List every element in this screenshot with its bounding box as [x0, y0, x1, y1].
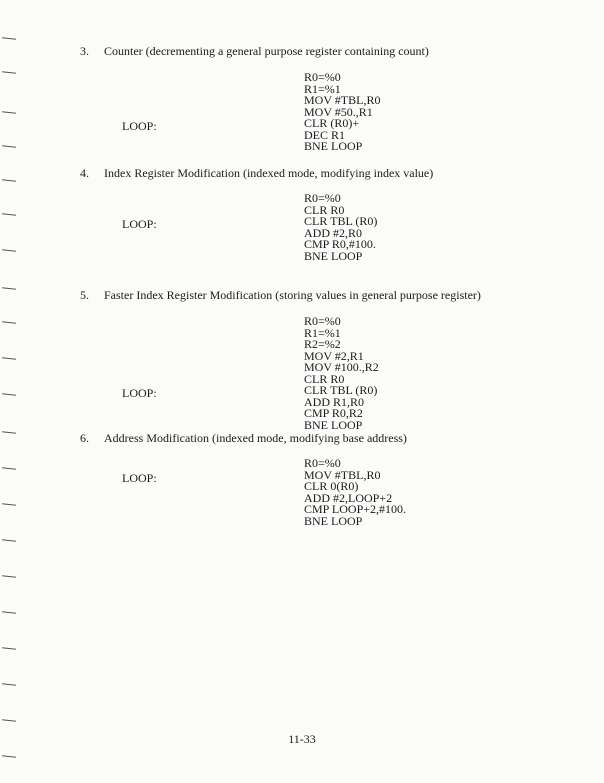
loop-label: LOOP: — [122, 119, 157, 133]
code-block — [304, 72, 380, 153]
code-line: MOV #TBL,R0 — [304, 93, 381, 107]
margin-mark — [2, 611, 16, 613]
margin-mark — [2, 357, 16, 359]
margin-mark — [2, 321, 16, 323]
code-line: CLR (R0)+ — [304, 116, 360, 130]
code-line: ADD R1,R0 — [304, 394, 365, 409]
margin-mark — [2, 71, 16, 73]
code-line: R0=%0 — [304, 456, 341, 470]
section-heading: Faster Index Register Modification (storing values in general purpose register) — [104, 288, 481, 302]
section-heading: Address Modification (indexed mode, modifying base address) — [104, 431, 407, 445]
section-number: 3. — [80, 44, 89, 58]
code-line: R1=%1 — [304, 325, 341, 340]
margin-mark — [2, 179, 16, 181]
code-block — [304, 458, 406, 527]
code-line: CMP R0,#100. — [304, 237, 376, 251]
code-line: R0=%0 — [304, 70, 341, 84]
section-number: 6. — [80, 431, 89, 445]
page-number: 11-33 — [288, 732, 316, 746]
margin-mark — [2, 647, 16, 649]
margin-mark — [2, 37, 16, 39]
code-line: ADD #2,LOOP+2 — [304, 490, 393, 505]
code-line: R1=%1 — [304, 81, 341, 96]
loop-label: LOOP: — [122, 471, 157, 485]
code-block — [304, 193, 377, 262]
section-heading: Index Register Modification (indexed mode, modifying index value) — [104, 166, 434, 180]
margin-mark — [2, 683, 16, 685]
loop-label: LOOP: — [122, 386, 157, 400]
code-line: MOV #100.,R2 — [304, 360, 379, 374]
code-line: CLR 0(R0) — [304, 479, 359, 493]
margin-mark — [2, 539, 16, 541]
margin-mark — [2, 393, 16, 395]
code-line: CLR R0 — [304, 371, 345, 386]
code-line: MOV #TBL,R0 — [304, 467, 381, 482]
code-block — [304, 316, 379, 431]
code-line: CLR R0 — [304, 202, 345, 217]
code-line: MOV #50.,R1 — [304, 104, 373, 119]
margin-mark — [2, 467, 16, 469]
margin-mark — [2, 719, 16, 721]
margin-mark — [2, 431, 16, 433]
code-line: BNE LOOP — [304, 248, 363, 263]
code-line: CLR TBL (R0) — [304, 383, 378, 397]
margin-mark — [2, 287, 16, 289]
loop-label: LOOP: — [122, 217, 157, 231]
section-number: 5. — [80, 288, 89, 302]
code-line: CMP R0,R2 — [304, 406, 363, 420]
code-line: DEC R1 — [304, 127, 346, 142]
margin-mark — [2, 249, 16, 251]
code-line: BNE LOOP — [304, 513, 363, 528]
margin-mark — [2, 575, 16, 577]
code-line: ADD #2,R0 — [304, 225, 363, 240]
margin-mark — [2, 111, 16, 113]
code-line: R0=%0 — [304, 314, 341, 328]
code-line: CMP LOOP+2,#100. — [304, 502, 407, 516]
code-line: CLR TBL (R0) — [304, 214, 378, 228]
margin-mark — [2, 145, 16, 147]
section-heading: Counter (decrementing a general purpose register containing count) — [104, 44, 429, 58]
code-line: R2=%2 — [304, 337, 341, 351]
code-line: MOV #2,R1 — [304, 348, 364, 363]
margin-mark — [2, 213, 16, 215]
margin-mark — [2, 503, 16, 505]
code-line: R0=%0 — [304, 191, 341, 205]
margin-mark — [2, 755, 16, 757]
section-number: 4. — [80, 166, 89, 180]
code-line: BNE LOOP — [304, 417, 363, 432]
code-line: BNE LOOP — [304, 139, 363, 153]
